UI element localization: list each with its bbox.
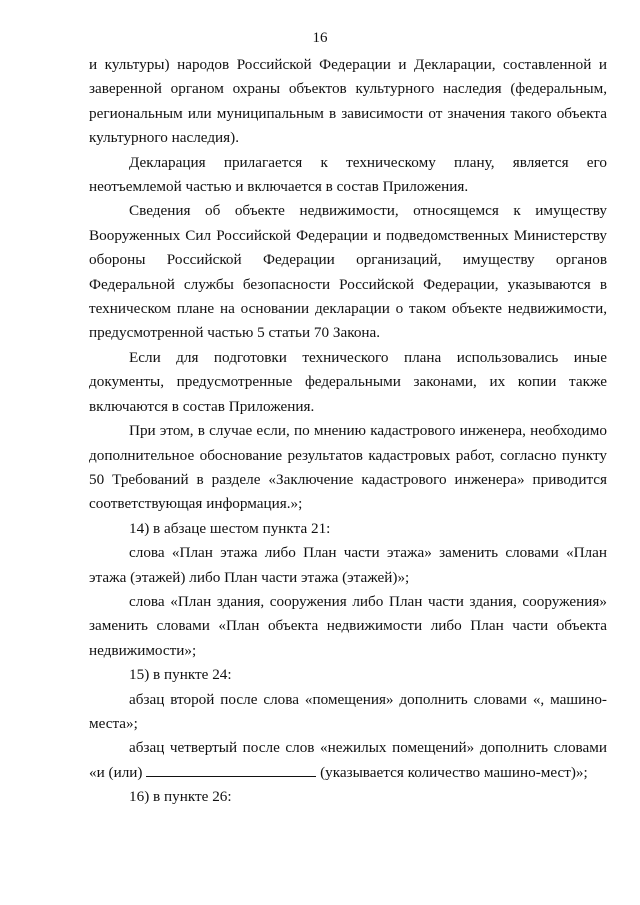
paragraph-11: абзац четвертый после слов «нежилых помещений» дополнить словами xyxy=(129,739,607,757)
paragraph-4: Если для подготовки технического плана использовались иные документы, предусмотренные федеральными законами, их копии также включаются в состав Приложения. xyxy=(89,348,607,415)
paragraph-12-start: «и (или) xyxy=(89,763,143,781)
paragraph-7: слова «План этажа либо План части этажа» заменить словами «План этажа (этажей) либо План части этажа (этажей)»; xyxy=(89,544,607,586)
paragraph-1: и культуры) народов Российской Федерации и Декларации, составленной и заверенной органом охраны объектов культурного наследия (федеральным, региональным или муниципальным в зависимости от значения такого объекта культурного наследия). xyxy=(89,56,607,147)
paragraph-12 xyxy=(89,761,607,785)
paragraph-8: слова «План здания, сооружения либо План части здания, сооружения» заменить словами «План объекта недвижимости либо План части объекта недвижимости»; xyxy=(89,592,607,659)
paragraph-5: При этом, в случае если, по мнению кадастрового инженера, необходимо дополнительное обоснование результатов кадастровых работ, согласно пункту 50 Требований в разделе «Заключение кадастрового инженера» приводится соответствующая информация.»; xyxy=(89,422,607,513)
paragraph-9: 15) в пункте 24: xyxy=(129,666,232,684)
paragraph-6: 14) в абзаце шестом пункта 21: xyxy=(129,519,331,537)
paragraph-3: Сведения об объекте недвижимости, относящемся к имуществу Вооруженных Сил Российской Федерации и подведомственных Министерству обороны Российской Федерации организаций, имуществу органов Федеральной службы безопасности Российской Федерации, указываются в техническом плане на основании декларации о таком объекте недвижимости, предусмотренной частью 5 статьи 70 Закона. xyxy=(89,202,607,342)
paragraph-12-end: (указывается количество машино-мест)»; xyxy=(320,763,588,781)
document-body xyxy=(89,53,607,810)
paragraph-2: Декларация прилагается к техническому плану, является его неотъемлемой частью и включается в состав Приложения. xyxy=(89,153,607,196)
page-number: 16 xyxy=(312,30,328,46)
blank-line xyxy=(146,762,316,777)
paragraph-13: 16) в пункте 26: xyxy=(129,788,232,806)
paragraph-10: абзац второй после слова «помещения» дополнить словами «, машино-места»; xyxy=(89,690,607,732)
